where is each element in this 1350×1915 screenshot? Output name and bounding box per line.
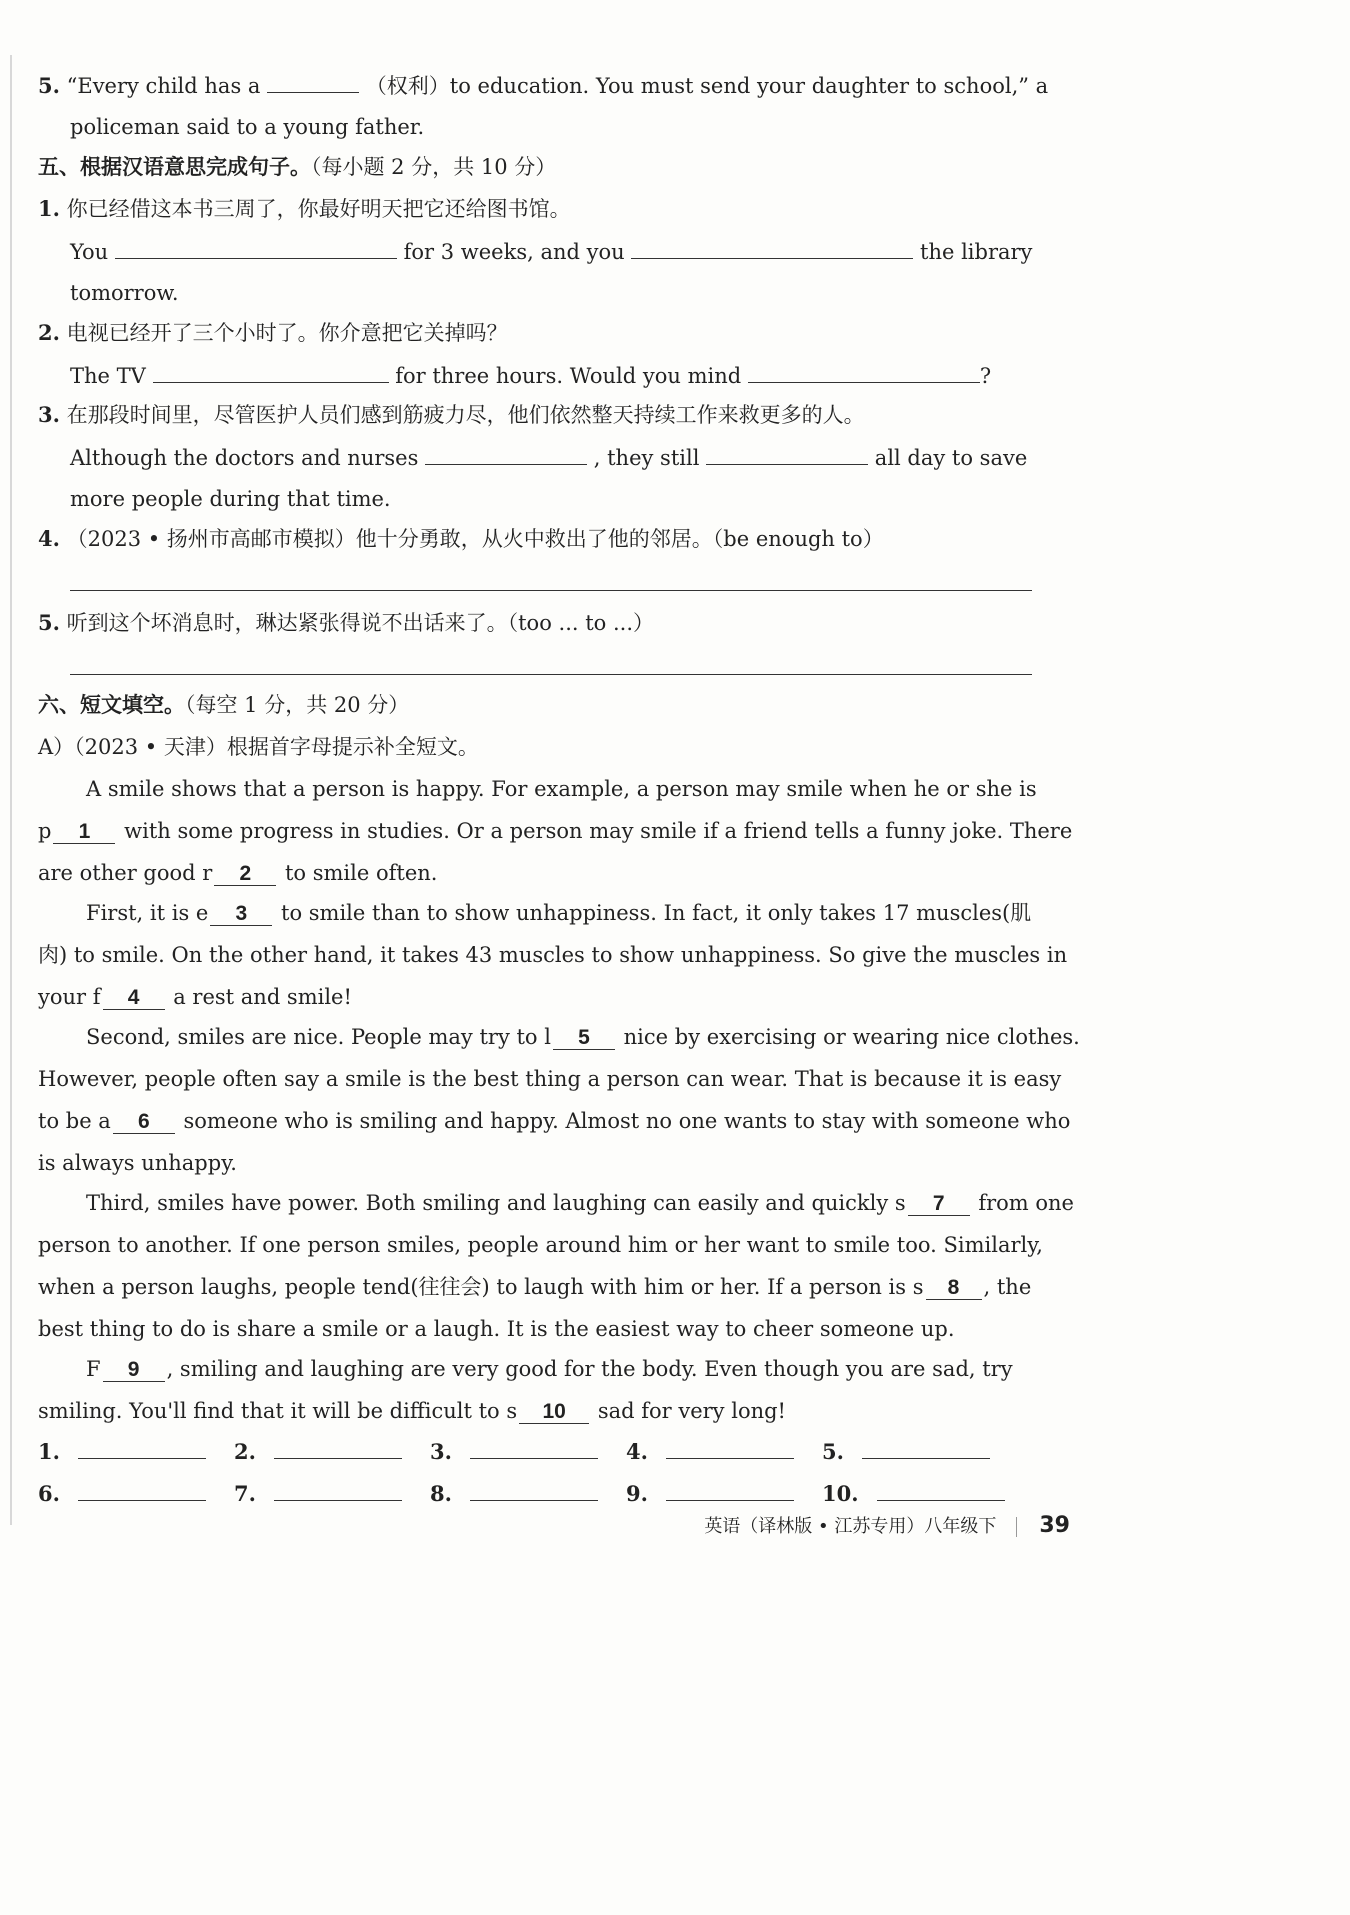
p4-line4: best thing to do is share a smile or a laugh. It is the easiest way to cheer someone up. — [38, 1317, 955, 1341]
footer-divider — [1016, 1517, 1017, 1537]
answer-blank-9[interactable] — [666, 1478, 794, 1501]
s5-q3-chinese: 3. 在那段时间里，尽管医护人员们感到筋疲力尽，他们依然整天持续工作来救更多的人。 — [38, 402, 865, 427]
answer-3: 3. — [430, 1436, 598, 1464]
answer-blank-10[interactable] — [877, 1478, 1005, 1501]
q5-prev-line1: 5. “Every child has a （权利）to education. You must send your daughter to school,” a — [38, 70, 1048, 101]
answer-6: 6. — [38, 1478, 206, 1506]
s5-q1-english: You for 3 weeks, and you the library — [70, 236, 1032, 267]
p3-line4: is always unhappy. — [38, 1151, 237, 1175]
p3-line1: Second, smiles are nice. People may try to l 5 nice by exercising or wearing nice clothes. — [86, 1025, 1080, 1049]
answer-5: 5. — [822, 1436, 990, 1464]
p4-line1: Third, smiles have power. Both smiling and laughing can easily and quickly s 7 from one — [86, 1191, 1074, 1215]
cloze-blank-6[interactable]: 6 — [113, 1111, 175, 1134]
p4-line3: when a person laughs, people tend(往往会) to laugh with him or her. If a person is s 8 , the — [38, 1275, 1032, 1299]
cloze-blank-9[interactable]: 9 — [103, 1359, 165, 1382]
p5-line2: smiling. You'll find that it will be difficult to s 10 sad for very long! — [38, 1399, 786, 1423]
p1-line2: p 1 with some progress in studies. Or a person may smile if a friend tells a funny joke. There — [38, 819, 1073, 843]
answer-4: 4. — [626, 1436, 794, 1464]
p4-line2: person to another. If one person smiles, people around him or her want to smile too. Similarly, — [38, 1233, 1043, 1257]
book-title: 英语（译林版 • 江苏专用）八年级下 — [704, 1516, 997, 1537]
answer-7: 7. — [234, 1478, 402, 1506]
answer-blank-2[interactable] — [274, 1436, 402, 1459]
page-footer — [704, 1512, 1070, 1538]
answer-blank-3[interactable] — [470, 1436, 598, 1459]
cloze-blank-3[interactable]: 3 — [210, 903, 272, 926]
s5-q3-english: Although the doctors and nurses , they still all day to save — [70, 442, 1027, 473]
p1-line1: A smile shows that a person is happy. For example, a person may smile when he or she is — [86, 777, 1037, 801]
s5-q1-tail: tomorrow. — [70, 281, 179, 305]
s5-q1-blank-1[interactable] — [115, 236, 397, 259]
answer-2: 2. — [234, 1436, 402, 1464]
q5-prev-line2: policeman said to a young father. — [70, 115, 425, 139]
s5-q2-chinese: 2. 电视已经开了三个小时了。你介意把它关掉吗？ — [38, 320, 508, 345]
s5-q4-chinese: 4. （2023 • 扬州市高邮市模拟）他十分勇敢，从火中救出了他的邻居。（be enough to） — [38, 526, 884, 551]
p2-line2: 肉) to smile. On the other hand, it takes 43 muscles to show unhappiness. So give the muscles in — [38, 943, 1068, 967]
answer-9: 9. — [626, 1478, 794, 1506]
s5-q3-tail: more people during that time. — [70, 487, 391, 511]
cloze-blank-8[interactable]: 8 — [926, 1277, 982, 1300]
section6-heading: 六、短文填空。（每空 1 分，共 20 分） — [38, 693, 410, 717]
cloze-blank-1[interactable]: 1 — [53, 821, 115, 844]
section5-heading: 五、根据汉语意思完成句子。（每小题 2 分，共 10 分） — [38, 155, 557, 179]
answer-blank-8[interactable] — [470, 1478, 598, 1501]
cloze-blank-10[interactable]: 10 — [519, 1401, 589, 1424]
s5-q5-chinese: 5. 听到这个坏消息时，琳达紧张得说不出话来了。（too ... to ...） — [38, 610, 655, 635]
answer-blank-1[interactable] — [78, 1436, 206, 1459]
p3-line3: to be a 6 someone who is smiling and happy. Almost no one wants to stay with someone who — [38, 1109, 1071, 1133]
answer-blank-5[interactable] — [862, 1436, 990, 1459]
s5-q2-blank-2[interactable] — [748, 360, 980, 383]
p3-line2: However, people often say a smile is the best thing a person can wear. That is because it is easy — [38, 1067, 1062, 1091]
answer-10: 10. — [822, 1478, 1005, 1506]
answer-blank-4[interactable] — [666, 1436, 794, 1459]
cloze-blank-7[interactable]: 7 — [908, 1193, 970, 1216]
cloze-blank-4[interactable]: 4 — [103, 987, 165, 1010]
q5-prev-blank[interactable] — [267, 70, 359, 93]
page-number: 39 — [1039, 1513, 1070, 1538]
page-fold-edge — [10, 55, 12, 1525]
p2-line1: First, it is e 3 to smile than to show unhappiness. In fact, it only takes 17 muscles(肌 — [86, 901, 1032, 925]
cloze-blank-2[interactable]: 2 — [214, 863, 276, 886]
answer-blank-6[interactable] — [78, 1478, 206, 1501]
answer-1: 1. — [38, 1436, 206, 1464]
s5-q3-blank-2[interactable] — [706, 442, 868, 465]
s5-q3-blank-1[interactable] — [425, 442, 587, 465]
answer-blank-7[interactable] — [274, 1478, 402, 1501]
s5-q5-answer-line[interactable] — [70, 674, 1032, 675]
answer-8: 8. — [430, 1478, 598, 1506]
s5-q2-english: The TV for three hours. Would you mind ? — [70, 360, 991, 391]
cloze-blank-5[interactable]: 5 — [553, 1027, 615, 1050]
s5-q1-chinese: 1. 你已经借这本书三周了，你最好明天把它还给图书馆。 — [38, 196, 571, 221]
s5-q4-answer-line[interactable] — [70, 590, 1032, 591]
p1-line3: are other good r 2 to smile often. — [38, 861, 438, 885]
section6-subheading: A）（2023 • 天津）根据首字母提示补全短文。 — [38, 735, 479, 759]
p2-line3: your f 4 a rest and smile! — [38, 985, 352, 1009]
s5-q1-blank-2[interactable] — [631, 236, 913, 259]
p5-line1: F 9 , smiling and laughing are very good for the body. Even though you are sad, try — [86, 1357, 1013, 1381]
s5-q2-blank-1[interactable] — [153, 360, 389, 383]
